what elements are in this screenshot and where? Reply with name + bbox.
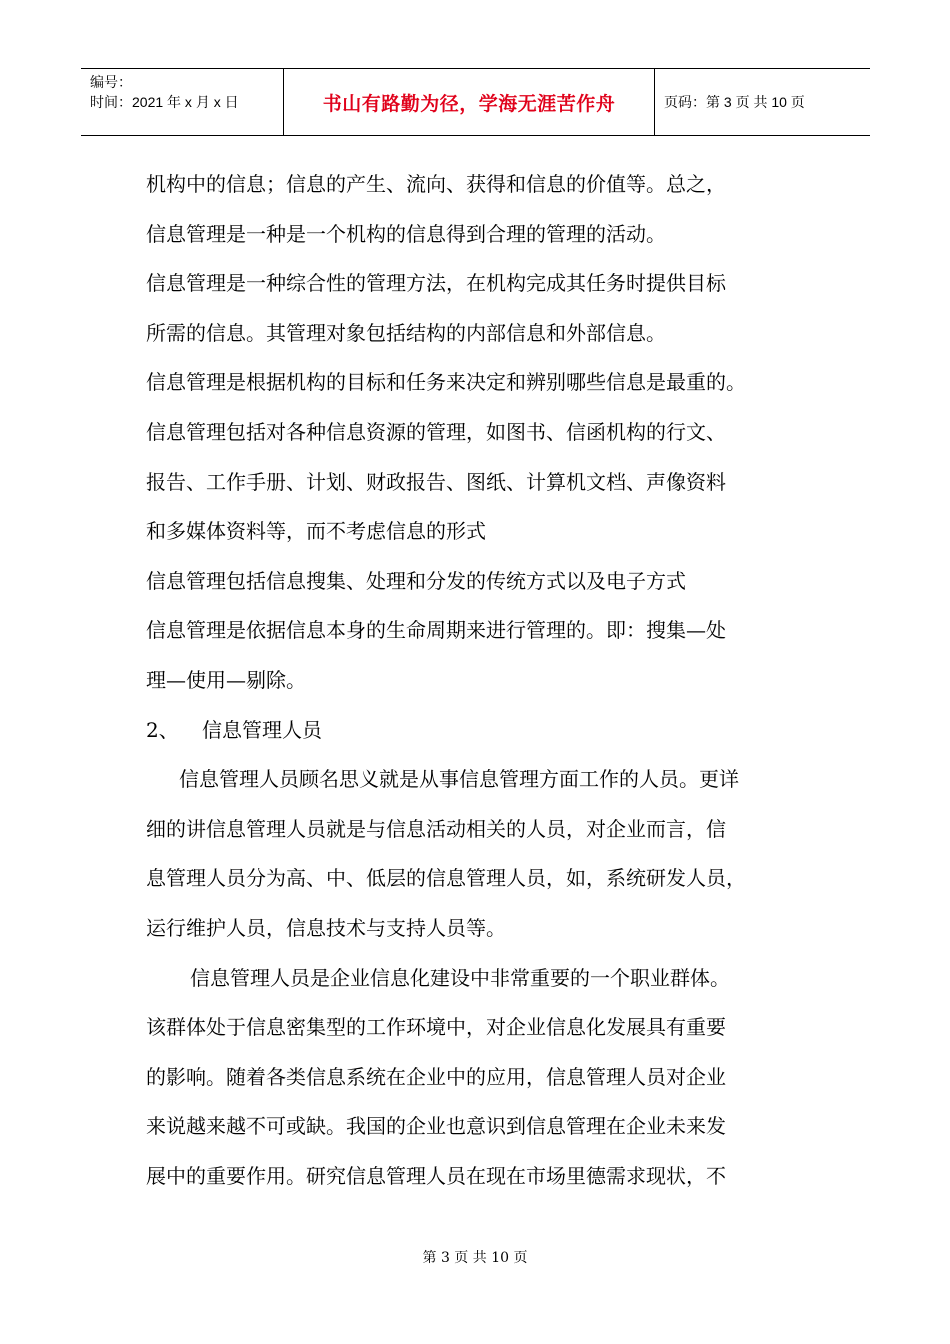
page-info: 页码：第 3 页 共 10 页 — [664, 94, 805, 110]
paragraph-line: 运行维护人员，信息技术与支持人员等。 — [146, 915, 506, 940]
body-line: 信息管理包括对各种信息资源的管理，如图书、信函机构的行文、 — [146, 419, 726, 444]
body-line: 信息管理是一种是一个机构的信息得到合理的管理的活动。 — [146, 221, 666, 246]
paragraph-line: 来说越来越不可或缺。我国的企业也意识到信息管理在企业未来发 — [146, 1114, 726, 1139]
body-line: 和多媒体资料等，而不考虑信息的形式 — [146, 519, 486, 544]
body-line: 报告、工作手册、计划、财政报告、图纸、计算机文档、声像资料 — [146, 469, 726, 494]
serial-number-label: 编号： — [90, 74, 132, 90]
header-meta-cell — [81, 69, 284, 135]
section-number: 2、 — [146, 717, 179, 742]
body-line: 所需的信息。其管理对象包括结构的内部信息和外部信息。 — [146, 320, 666, 345]
paragraph-line: 信息管理人员是企业信息化建设中非常重要的一个职业群体。 — [190, 965, 730, 990]
paragraph-line: 信息管理人员顾名思义就是从事信息管理方面工作的人员。更详 — [179, 767, 739, 792]
paragraph-line: 细的讲信息管理人员就是与信息活动相关的人员，对企业而言，信 — [146, 816, 726, 841]
header-page-cell — [655, 69, 870, 135]
section-heading — [146, 706, 826, 756]
page-footer — [0, 1247, 950, 1267]
document-body — [146, 160, 826, 1201]
paragraph-line: 的影响。随着各类信息系统在企业中的应用，信息管理人员对企业 — [146, 1064, 726, 1089]
paragraph-line: 展中的重要作用。研究信息管理人员在现在市场里德需求现状，不 — [146, 1163, 726, 1188]
header-motto-cell — [284, 69, 655, 135]
body-line: 机构中的信息；信息的产生、流向、获得和信息的价值等。总之， — [146, 172, 726, 196]
paragraph-line: 该群体处于信息密集型的工作环境中，对企业信息化发展具有重要 — [146, 1015, 726, 1040]
body-line: 信息管理包括信息搜集、处理和分发的传统方式以及电子方式 — [146, 568, 686, 593]
motto-text: 书山有路勤为径，学海无涯苦作舟 — [322, 92, 616, 115]
body-line: 信息管理是根据机构的目标和任务来决定和辨别哪些信息是最重的。 — [146, 370, 746, 395]
paragraph-line: 息管理人员分为高、中、低层的信息管理人员，如，系统研发人员， — [146, 866, 746, 891]
date-label: 时间：2021 年 x 月 x 日 — [90, 94, 239, 110]
body-line: 理—使用—剔除。 — [146, 667, 306, 692]
header-table — [81, 68, 870, 136]
body-line: 信息管理是一种综合性的管理方法，在机构完成其任务时提供目标 — [146, 271, 726, 296]
footer-page-number: 第 3 页 共 10 页 — [422, 1250, 528, 1266]
body-line: 信息管理是依据信息本身的生命周期来进行管理的。即：搜集—处 — [146, 618, 726, 643]
section-title: 信息管理人员 — [202, 717, 322, 742]
